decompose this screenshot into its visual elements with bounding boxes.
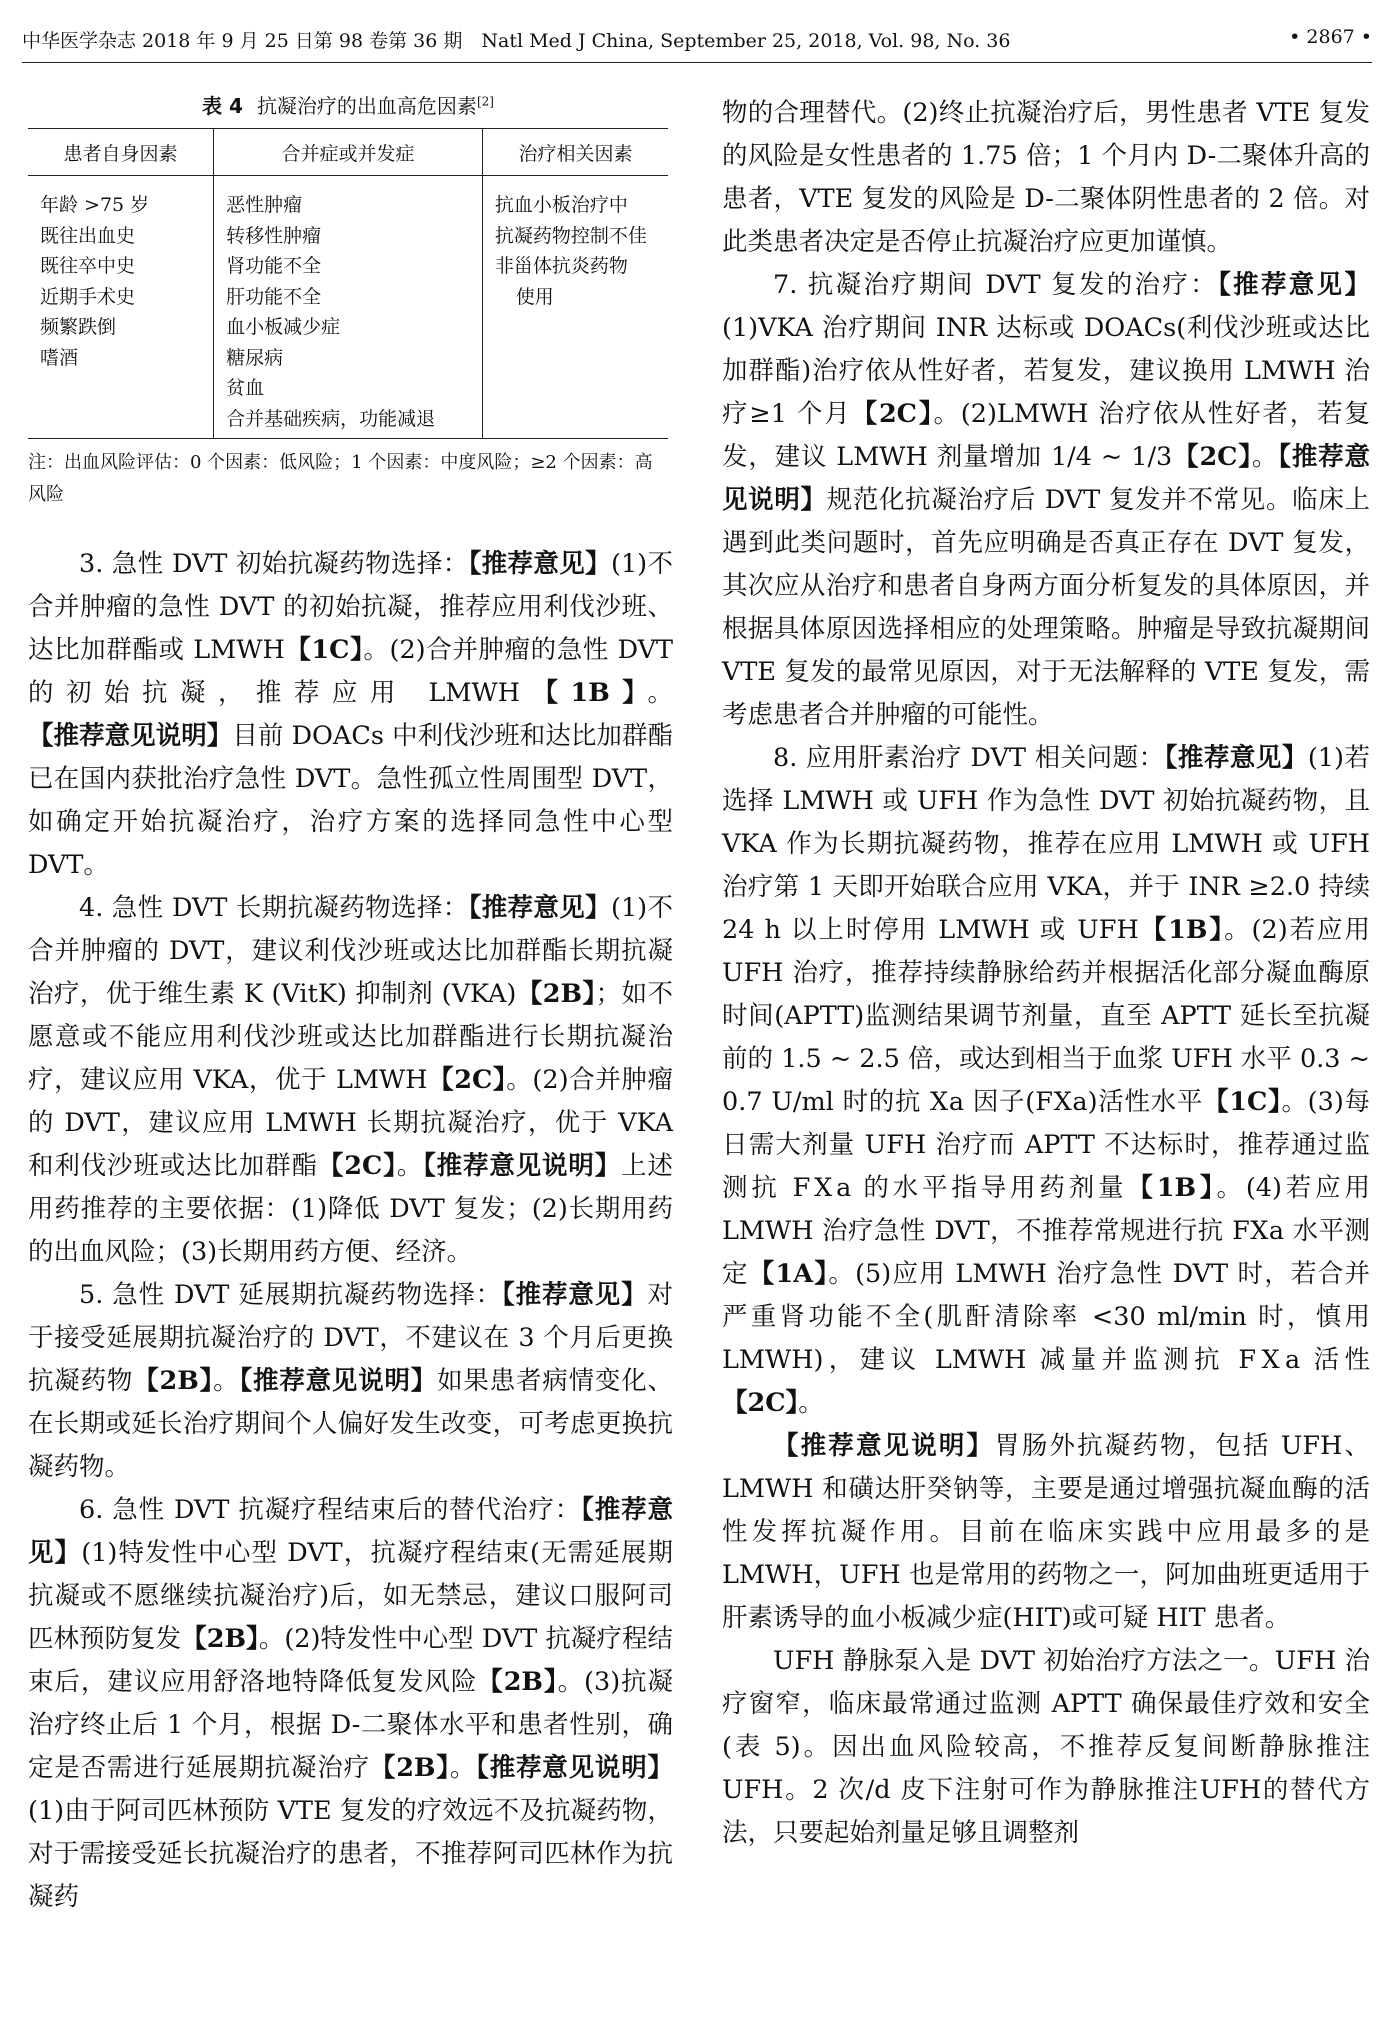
recommendation-marker: 【推荐意见说明】 [423, 1151, 622, 1181]
left-column [28, 90, 673, 1919]
table-4 [28, 90, 668, 511]
table-cell-comorbidity [214, 176, 483, 439]
factor-item: 嗜酒 [40, 346, 79, 369]
recommendation-marker: 【推荐意见】 [468, 549, 611, 579]
factor-item: 合并基础疾病，功能减退 [226, 407, 436, 430]
evidence-grade: 【1B】 [519, 678, 648, 708]
table-label: 表 4 [202, 94, 243, 118]
evidence-grade: 【2B】 [133, 1366, 214, 1396]
body-paragraph: UFH 静脉泵入是 DVT 初始治疗方法之一。UFH 治疗窗窄，临床最常通过监测 APTT 确保最佳疗效和安全(表 5)。因出血风险较高，不推荐反复间断静脉推注 UFH。2 次/d 皮下注射可作为静脉推注UFH的替代方法，只要起始剂量足够且调整剂 [722, 1646, 1370, 1848]
factor-item: 抗血小板治疗中 [494, 194, 628, 216]
factor-item: 肝功能不全 [226, 285, 322, 308]
evidence-grade: 【2B】 [477, 1667, 558, 1697]
factor-item: 肾功能不全 [226, 255, 322, 277]
recommendation-marker: 【推荐意见】 [28, 1495, 673, 1568]
evidence-grade: 【1A】 [748, 1259, 829, 1289]
evidence-grade: 【2C】 [722, 1388, 799, 1418]
factor-item: 贫血 [226, 377, 265, 399]
page-number: • 2867 • [1289, 26, 1372, 48]
factor-item: 频繁跌倒 [40, 316, 117, 338]
recommendation-marker: 【推荐意见说明】 [476, 1753, 673, 1783]
factor-item: 既往卒中史 [40, 255, 136, 277]
evidence-grade: 【2C】 [427, 1065, 507, 1095]
recommendation-marker: 【推荐意见】 [1164, 743, 1308, 773]
journal-citation: 中华医学杂志 2018 年 9 月 25 日第 98 卷第 36 期 Natl Med J China, September 25, 2018, Vol. 98, No. 36 [22, 30, 1011, 52]
evidence-grade: 【2B】 [369, 1753, 450, 1783]
risk-factor-table [28, 128, 668, 439]
recommendation-marker: 【推荐意见】 [1218, 270, 1370, 300]
factor-item: 使用 [515, 285, 554, 308]
recommendation-marker: 【推荐意见说明】 [239, 1366, 438, 1396]
body-paragraph: 【推荐意见说明】胃肠外抗凝药物，包括 UFH、LMWH 和磺达肝癸钠等，主要是通过增强抗凝血酶的活性发挥抗凝作用。目前在临床实践中应用最多的是 LMWH，UFH 也是常用的药物之一，阿加曲班更适用于肝素诱导的血小板减少症(HIT)或可疑 HIT 患者。 [722, 1431, 1370, 1633]
running-header [22, 26, 1372, 56]
factor-item: 非甾体抗炎药物 [494, 255, 628, 277]
recommendation-marker: 【推荐意见说明】 [28, 721, 233, 751]
table-cell-treatment [482, 176, 668, 439]
body-paragraph: 6. 急性 DVT 抗凝疗程结束后的替代治疗：【推荐意见】(1)特发性中心型 DVT，抗凝疗程结束(无需延展期抗凝或不愿继续抗凝治疗)后，如无禁忌，建议口服阿司匹林预防复发【2B】。(2)特发性中心型 DVT 抗凝疗程结束后，建议应用舒洛地特降低复发风险【2B】。(3)抗凝治疗终止后 1 个月，根据 D-二聚体水平和患者性别，确定是否需进行延展期抗凝治疗【2B】。【推荐意见说明】(1)由于阿司匹林预防 VTE 复发的疗效远不及抗凝药物，对于需接受延长抗凝治疗的患者，不推荐阿司匹林作为抗凝药 [28, 1495, 673, 1912]
recommendation-marker: 【推荐意见说明】 [773, 1431, 995, 1461]
header-rule [22, 62, 1372, 63]
table-cell-patient [28, 176, 214, 439]
factor-item: 恶性肿瘤 [226, 194, 303, 216]
body-paragraph: 8. 应用肝素治疗 DVT 相关问题：【推荐意见】(1)若选择 LMWH 或 UFH 作为急性 DVT 初始抗凝药物，且 VKA 作为长期抗凝药物，推荐在应用 LMWH 或 UFH 治疗第 1 天即开始联合应用 VKA，并于 INR ≥2.0 持续 24 h 以上时停用 LMWH 或 UFH【1B】。(2)若应用 UFH 治疗，推荐持续静脉给药并根据活化部分凝血酶原时间(APTT)监测结果调节剂量，直至 APTT 延长至抗凝前的 1.5 ~ 2.5 倍，或达到相当于血浆 UFH 水平 0.3 ~ 0.7 U/ml 时的抗 Ⅹa 因子(FⅩa)活性水平【1C】。(3)每日需大剂量 UFH 治疗而 APTT 不达标时，推荐通过监测抗 FⅩa 的水平指导用药剂量【1B】。(4)若应用 LMWH 治疗急性 DVT，不推荐常规进行抗 FⅩa 水平测定【1A】。(5)应用 LMWH 治疗急性 DVT 时，若合并严重肾功能不全(肌酐清除率 <30 ml/min 时，慎用 LMWH)，建议 LMWH 减量并监测抗 FⅩa 活性【2C】。 [722, 743, 1371, 1418]
evidence-grade: 【2C】 [1172, 442, 1252, 472]
table-header-comorbidity: 合并症或并发症 [214, 129, 483, 176]
evidence-grade: 【2C】 [851, 399, 934, 429]
table-header-treatment: 治疗相关因素 [482, 129, 668, 176]
body-paragraph: 3. 急性 DVT 初始抗凝药物选择：【推荐意见】(1)不合并肿瘤的急性 DVT 的初始抗凝，推荐应用利伐沙班、达比加群酯或 LMWH【1C】。(2)合并肿瘤的急性 DVT 的初始抗凝，推荐应用 LMWH【1B】。【推荐意见说明】目前 DOACs 中利伐沙班和达比加群酯已在国内获批治疗急性 DVT。急性孤立性周围型 DVT，如确定开始抗凝治疗，治疗方案的选择同急性中心型 DVT。 [28, 549, 674, 880]
table-title: 抗凝治疗的出血高危因素 [256, 94, 477, 118]
table-note: 注：出血风险评估：0 个因素：低风险；1 个因素：中度风险；≥2 个因素：高风险 [28, 452, 653, 505]
evidence-grade: 【1B】 [1138, 915, 1225, 945]
body-paragraph: 5. 急性 DVT 延展期抗凝药物选择：【推荐意见】对于接受延展期抗凝治疗的 DVT，不建议在 3 个月后更换抗凝药物【2B】。【推荐意见说明】如果患者病情变化、在长期或延长治疗期间个人偏好发生改变，可考虑更换抗凝药物。 [28, 1280, 673, 1482]
table-caption [28, 90, 668, 116]
factor-item: 抗凝药物控制不佳 [494, 224, 647, 247]
recommendation-marker: 【推荐意见说明】 [722, 442, 1370, 515]
evidence-grade: 【1C】 [284, 635, 364, 665]
body-paragraph: 7. 抗凝治疗期间 DVT 复发的治疗：【推荐意见】(1)VKA 治疗期间 INR 达标或 DOACs(利伐沙班或达比加群酯)治疗依从性好者，若复发，建议换用 LMWH 治疗≥1 个月【2C】。(2)LMWH 治疗依从性好者，若复发，建议 LMWH 剂量增加 1/4 ~ 1/3【2C】。【推荐意见说明】规范化抗凝治疗后 DVT 复发并不常见。临床上遇到此类问题时，首先应明确是否真正存在 DVT 复发，其次应从治疗和患者自身两方面分析复发的具体原因，并根据具体原因选择相应的处理策略。肿瘤是导致抗凝期间 VTE 复发的最常见原因，对于无法解释的 VTE 复发，需考虑患者合并肿瘤的可能性。 [722, 270, 1370, 730]
factor-item: 既往出血史 [40, 224, 136, 247]
evidence-grade: 【2B】 [516, 979, 596, 1009]
table-ref: [2] [476, 94, 494, 109]
body-paragraph: 物的合理替代。(2)终止抗凝治疗后，男性患者 VTE 复发的风险是女性患者的 1.75 倍；1 个月内 D-二聚体升高的患者，VTE 复发的风险是 D-二聚体阴性患者的 2 倍。对此类患者决定是否停止抗凝治疗应更加谨慎。 [722, 98, 1370, 257]
table-header-patient: 患者自身因素 [28, 129, 214, 176]
evidence-grade: 【2B】 [181, 1624, 259, 1654]
recommendation-marker: 【推荐意见】 [468, 893, 611, 923]
recommendation-marker: 【推荐意见】 [502, 1280, 648, 1310]
factor-item: 近期手术史 [40, 285, 136, 308]
factor-item: 血小板减少症 [226, 316, 341, 338]
evidence-grade: 【1C】 [1203, 1087, 1282, 1117]
right-column [722, 92, 1370, 1855]
evidence-grade: 【2C】 [317, 1151, 397, 1181]
factor-item: 转移性肿瘤 [226, 224, 322, 247]
body-paragraph: 4. 急性 DVT 长期抗凝药物选择：【推荐意见】(1)不合并肿瘤的 DVT，建议利伐沙班或达比加群酯长期抗凝治疗，优于维生素 K (VitK) 抑制剂 (VKA)【2B】；如不愿意或不能应用利伐沙班或达比加群酯进行长期抗凝治疗，建议应用 VKA，优于 LMWH【2C】。(2)合并肿瘤的 DVT，建议应用 LMWH 长期抗凝治疗，优于 VKA 和利伐沙班或达比加群酯【2C】。【推荐意见说明】上述用药推荐的主要依据：(1)降低 DVT 复发；(2)长期用药的出血风险；(3)长期用药方便、经济。 [28, 893, 674, 1267]
evidence-grade: 【1B】 [1127, 1173, 1217, 1203]
factor-item: 年龄 >75 岁 [40, 194, 150, 216]
factor-item: 糖尿病 [226, 346, 284, 369]
